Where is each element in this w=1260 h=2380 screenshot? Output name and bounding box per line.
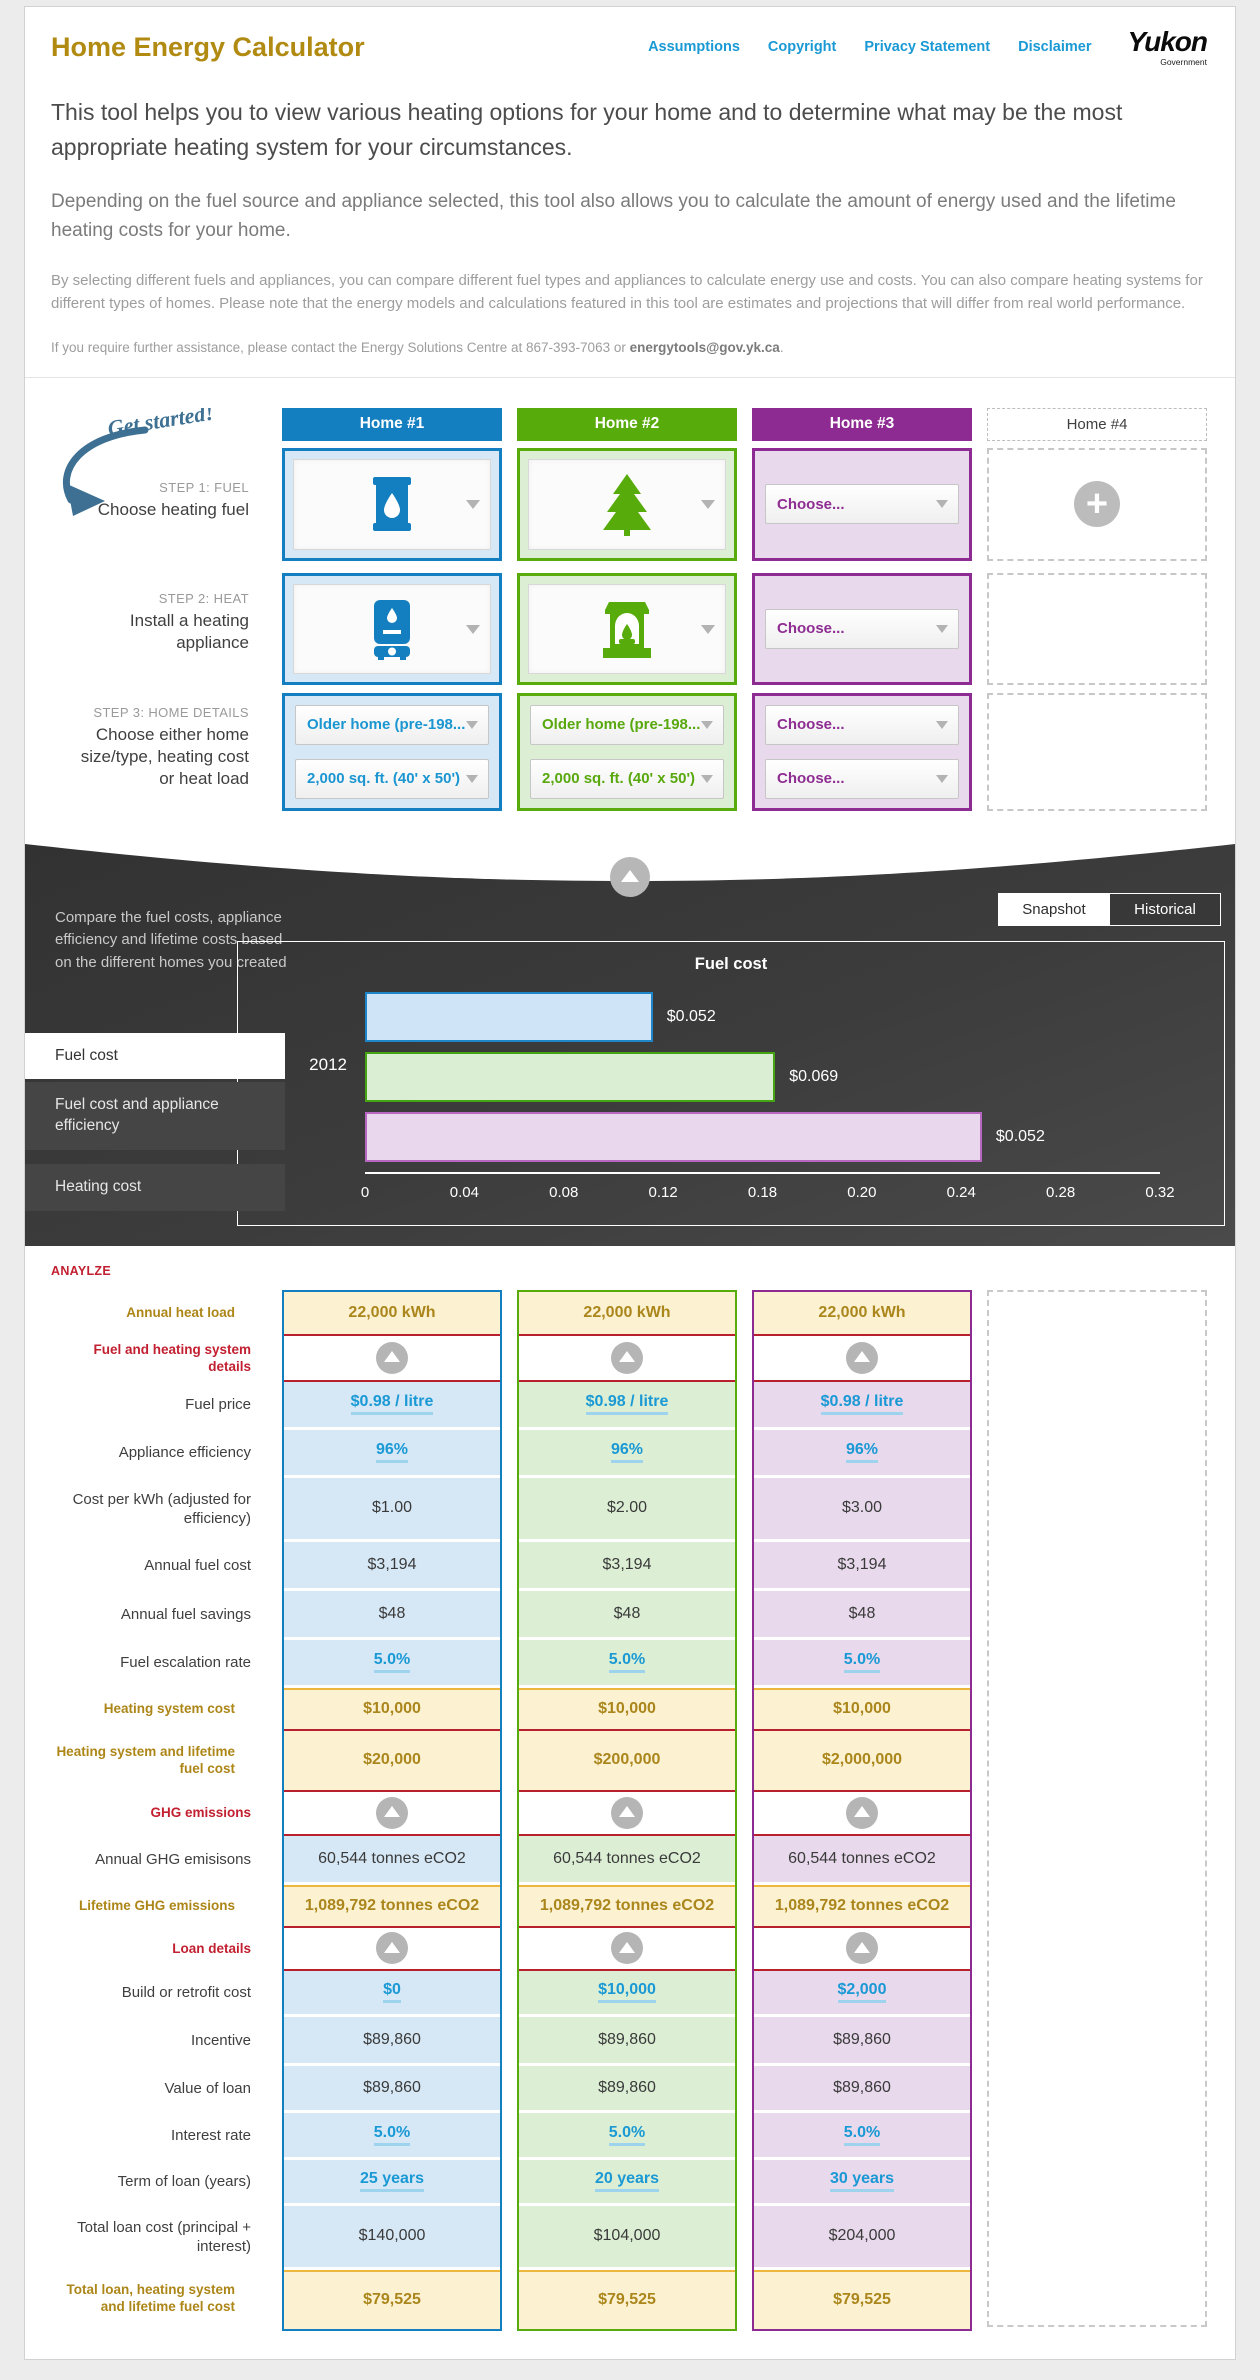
analyze-table [51,1290,1211,2331]
cell-fuel-escalation-rate-home-2 [519,1640,735,1688]
cell-loan-details-home-1 [284,1928,500,1971]
link-fuel-price-home-1[interactable]: $0.98 / litre [351,1393,434,1415]
row-label-loan-details: Loan details [172,1940,251,1956]
arrow-up-icon [384,1942,400,1953]
cell-value-of-loan-home-1: $89,860 [284,2066,500,2113]
cell-fuel-and-heating-system-details-home-3 [754,1336,970,1382]
collapse-fuel-and-heating-system-details-button[interactable] [846,1342,878,1374]
compare-section [25,841,1235,1246]
home-2-appliance-dropdown[interactable] [517,573,737,685]
chevron-down-icon [466,500,480,509]
collapse-loan-details-button[interactable] [611,1932,643,1964]
collapse-section-button[interactable] [610,857,650,897]
cell-lifetime-ghg-emissions-home-3: 1,089,792 tonnes eCO2 [754,1885,970,1928]
bar-home-1 [365,992,653,1042]
home-4-details-placeholder [987,693,1207,811]
bar-row-home-2 [365,1052,1160,1102]
compare-tabs [25,1033,285,1215]
bar-home-2 [365,1052,775,1102]
collapse-loan-details-button[interactable] [376,1932,408,1964]
axis-tick: 0.08 [549,1183,579,1201]
page-title: Home Energy Calculator [51,31,365,62]
cell-value-of-loan-home-3: $89,860 [754,2066,970,2113]
cell-heating-system-and-lifetime-fuel-cost-home-2: $200,000 [519,1731,735,1792]
yukon-logo [1127,25,1207,67]
nav-link-copyright[interactable]: Copyright [767,39,837,55]
row-label-build-or-retrofit-cost: Build or retrofit cost [121,1984,251,2002]
arrow-up-icon [619,1942,635,1953]
axis-tick: 0.28 [1046,1183,1076,1201]
toggle-historical[interactable]: Historical [1109,894,1220,925]
cell-total-loan-heating-system-and-lifetime-fuel-cost-home-2: $79,525 [519,2270,735,2329]
home-2-size-select[interactable]: 2,000 sq. ft. (40' x 50') [530,759,724,799]
home-4-add-box [987,448,1207,561]
cell-annual-fuel-cost-home-2: $3,194 [519,1542,735,1591]
cell-annual-fuel-cost-home-1: $3,194 [284,1542,500,1591]
row-label-fuel-price: Fuel price [185,1396,251,1414]
cell-incentive-home-2: $89,860 [519,2017,735,2066]
cell-fuel-escalation-rate-home-1 [284,1640,500,1688]
nav-link-privacy-statement[interactable]: Privacy Statement [864,39,991,55]
top-nav [648,39,1091,55]
link-interest-rate-home-1[interactable]: 5.0% [374,2124,410,2146]
cell-annual-fuel-savings-home-2: $48 [519,1591,735,1640]
arrow-up-icon [619,1806,635,1817]
home-2-header: Home #2 [517,408,737,441]
link-fuel-price-home-2[interactable]: $0.98 / litre [586,1393,669,1415]
home-1-details-box [282,693,502,811]
cell-appliance-efficiency-home-1 [284,1430,500,1478]
cell-loan-details-home-2 [519,1928,735,1971]
cell-heating-system-and-lifetime-fuel-cost-home-3: $2,000,000 [754,1731,970,1792]
home-2-fuel-dropdown[interactable] [517,448,737,561]
bar-row-home-3 [365,1112,1160,1162]
page [0,6,1260,2360]
cell-fuel-and-heating-system-details-home-1 [284,1336,500,1382]
chart-x-axis [365,1172,1160,1174]
home-2-hometype-select[interactable]: Older home (pre-198... [530,705,724,745]
cell-incentive-home-3: $89,860 [754,2017,970,2066]
collapse-ghg-emissions-button[interactable] [376,1797,408,1829]
home-1-fuel-dropdown[interactable] [282,448,502,561]
analyze-row-labels [51,1290,267,2329]
chevron-down-icon [701,500,715,509]
yukon-logo-wordmark: Yukon [1127,25,1207,57]
yukon-logo-subtitle: Government [1160,56,1207,67]
axis-tick: 0.32 [1145,1183,1175,1201]
intro-contact: If you require further assistance, please contact the Energy Solutions Centre at 867-393-7063 or energytools@gov.yk.ca. [51,339,784,355]
row-label-lifetime-ghg-emissions: Lifetime GHG emissions [78,1897,235,1913]
collapse-ghg-emissions-button[interactable] [846,1797,878,1829]
cell-annual-fuel-cost-home-3: $3,194 [754,1542,970,1591]
row-label-total-loan-heating-system-and-lifetime-fuel-cost: Total loan, heating system and lifetime fuel cost [66,2282,235,2314]
home-builder-section [25,377,1235,841]
collapse-loan-details-button[interactable] [846,1932,878,1964]
row-label-appliance-efficiency: Appliance efficiency [118,1444,251,1462]
chevron-down-icon [466,625,480,634]
cell-annual-heat-load-home-3: 22,000 kWh [754,1292,970,1336]
link-fuel-escalation-rate-home-1[interactable]: 5.0% [374,1651,410,1673]
cell-lifetime-ghg-emissions-home-1: 1,089,792 tonnes eCO2 [284,1885,500,1928]
cell-interest-rate-home-3 [754,2113,970,2160]
cell-value-of-loan-home-2: $89,860 [519,2066,735,2113]
cell-term-of-loan-years-home-1 [284,2160,500,2206]
row-label-annual-fuel-savings: Annual fuel savings [120,1605,251,1623]
cell-heating-system-cost-home-2: $10,000 [519,1688,735,1731]
row-label-annual-fuel-cost: Annual fuel cost [144,1556,251,1574]
cell-fuel-escalation-rate-home-3 [754,1640,970,1688]
home-3-header: Home #3 [752,408,972,441]
row-label-incentive: Incentive [190,2031,251,2049]
cell-ghg-emissions-home-3 [754,1792,970,1836]
link-fuel-escalation-rate-home-3[interactable]: 5.0% [844,1651,880,1673]
chevron-down-icon [936,625,948,633]
chevron-down-icon [701,625,715,634]
chart-year-label: 2012 [309,1054,347,1074]
cell-ghg-emissions-home-1 [284,1792,500,1836]
nav-link-disclaimer[interactable]: Disclaimer [1018,39,1092,55]
cell-cost-per-kwh-adjusted-for-efficiency-home-2: $2.00 [519,1478,735,1542]
cell-ghg-emissions-home-2 [519,1792,735,1836]
link-term-of-loan-years-home-3[interactable]: 30 years [830,2170,894,2192]
cell-total-loan-cost-principal-interest-home-2: $104,000 [519,2206,735,2270]
compare-blurb: Compare the fuel costs, appliance efficiency and lifetime costs based on the different homes you created [55,908,287,971]
arrow-up-icon [854,1942,870,1953]
link-appliance-efficiency-home-2[interactable]: 96% [611,1441,643,1463]
cell-cost-per-kwh-adjusted-for-efficiency-home-3: $3.00 [754,1478,970,1542]
view-toggle [998,893,1221,926]
cell-fuel-price-home-1 [284,1382,500,1430]
tab-heating-cost[interactable]: Heating cost [25,1164,285,1211]
bar-value-label: $0.069 [789,1067,839,1085]
link-appliance-efficiency-home-3[interactable]: 96% [846,1441,878,1463]
home-3-fuel-box [752,448,972,561]
cell-annual-ghg-emisisons-home-1: 60,544 tonnes eCO2 [284,1836,500,1885]
step-2-label: STEP 2: HEAT Install a heating appliance [129,590,249,652]
analyze-heading: ANAYLZE [51,1263,111,1278]
cell-heating-system-cost-home-3: $10,000 [754,1688,970,1731]
axis-tick: 0.12 [648,1183,678,1201]
home-1-size-select[interactable]: 2,000 sq. ft. (40' x 50') [295,759,489,799]
row-label-term-of-loan-years: Term of loan (years) [117,2173,251,2191]
cell-total-loan-heating-system-and-lifetime-fuel-cost-home-1: $79,525 [284,2270,500,2329]
chevron-down-icon [936,721,948,729]
chart-x-ticks [360,1183,1175,1204]
tab-fuel-cost[interactable]: Fuel cost [25,1033,285,1080]
row-label-ghg-emissions: GHG emissions [150,1805,251,1821]
row-label-fuel-and-heating-system-details: Fuel and heating system details [93,1341,251,1374]
arrow-up-icon [384,1351,400,1362]
home-4-appliance-placeholder [987,573,1207,685]
link-interest-rate-home-2[interactable]: 5.0% [609,2124,645,2146]
cell-interest-rate-home-1 [284,2113,500,2160]
home-3-appliance-select[interactable]: Choose... [765,609,959,649]
add-home-button[interactable]: + [1074,481,1120,527]
chevron-down-icon [936,775,948,783]
furnace-icon [366,598,418,660]
cell-build-or-retrofit-cost-home-1 [284,1971,500,2017]
cell-annual-heat-load-home-1: 22,000 kWh [284,1292,500,1336]
collapse-fuel-and-heating-system-details-button[interactable] [376,1342,408,1374]
cell-lifetime-ghg-emissions-home-2: 1,089,792 tonnes eCO2 [519,1885,735,1928]
intro-lead: This tool helps you to view various heating options for your home and to determine what may be the most appropriate heating system for your circumstances. [51,99,1123,160]
home-3-column [752,408,972,811]
cell-heating-system-and-lifetime-fuel-cost-home-1: $20,000 [284,1731,500,1792]
cell-cost-per-kwh-adjusted-for-efficiency-home-1: $1.00 [284,1478,500,1542]
svg-text:Get started!: Get started! [105,407,216,441]
step-3-label: STEP 3: HOME DETAILS Choose either home size/type, heating cost or heat load [80,704,249,789]
get-started-arrow-icon [47,408,282,538]
link-fuel-price-home-3[interactable]: $0.98 / litre [821,1393,904,1415]
home-3-appliance-box [752,573,972,685]
chevron-down-icon [466,775,478,783]
row-label-value-of-loan: Value of loan [164,2079,251,2097]
link-fuel-escalation-rate-home-2[interactable]: 5.0% [609,1651,645,1673]
row-label-heating-system-and-lifetime-fuel-cost: Heating system and lifetime fuel cost [56,1744,235,1776]
link-appliance-efficiency-home-1[interactable]: 96% [376,1441,408,1463]
bar-row-home-1 [365,992,1160,1042]
cell-fuel-and-heating-system-details-home-2 [519,1336,735,1382]
axis-tick: 0.04 [449,1183,479,1201]
collapse-fuel-and-heating-system-details-button[interactable] [611,1342,643,1374]
wood-stove-icon [595,598,659,660]
home-4-column [987,408,1207,811]
home-1-header: Home #1 [282,408,502,441]
cell-build-or-retrofit-cost-home-2 [519,1971,735,2017]
cell-build-or-retrofit-cost-home-3 [754,1971,970,2017]
analyze-home-4-placeholder [987,1290,1207,2327]
cell-annual-fuel-savings-home-3: $48 [754,1591,970,1640]
row-label-interest-rate: Interest rate [170,2126,251,2144]
arrow-up-icon [619,1351,635,1362]
arrow-up-icon [384,1806,400,1817]
cell-interest-rate-home-2 [519,2113,735,2160]
analyze-home-3-column [752,1290,972,2331]
cell-total-loan-cost-principal-interest-home-1: $140,000 [284,2206,500,2270]
top-bar [25,7,1235,79]
get-started-annotation [47,408,282,538]
link-term-of-loan-years-home-1[interactable]: 25 years [360,2170,424,2192]
link-build-or-retrofit-cost-home-3[interactable]: $2,000 [838,1981,887,2003]
cell-total-loan-cost-principal-interest-home-3: $204,000 [754,2206,970,2270]
chart-title: Fuel cost [694,954,768,973]
cell-appliance-efficiency-home-2 [519,1430,735,1478]
row-label-annual-ghg-emisisons: Annual GHG emisisons [95,1850,251,1868]
home-3-hometype-select[interactable]: Choose... [765,705,959,745]
collapse-ghg-emissions-button[interactable] [611,1797,643,1829]
tab-fuel-cost-and-appliance-efficiency[interactable]: Fuel cost and appliance efficiency [25,1082,285,1150]
row-label-total-loan-cost-principal-interest: Total loan cost (principal + interest) [77,2218,251,2255]
link-build-or-retrofit-cost-home-2[interactable]: $10,000 [598,1981,656,2003]
home-1-hometype-select[interactable]: Older home (pre-198... [295,705,489,745]
toggle-snapshot[interactable]: Snapshot [999,894,1109,925]
axis-tick: 0 [360,1183,370,1201]
app-card [24,6,1236,2360]
home-3-fuel-select[interactable]: Choose... [765,484,959,524]
cell-annual-ghg-emisisons-home-2: 60,544 tonnes eCO2 [519,1836,735,1885]
cell-loan-details-home-3 [754,1928,970,1971]
cell-fuel-price-home-2 [519,1382,735,1430]
analyze-section [25,1246,1235,2359]
link-build-or-retrofit-cost-home-1[interactable]: $0 [383,1981,401,2003]
home-1-appliance-dropdown[interactable] [282,573,502,685]
row-label-heating-system-cost: Heating system cost [103,1700,235,1716]
home-2-column [517,408,737,811]
cell-annual-ghg-emisisons-home-3: 60,544 tonnes eCO2 [754,1836,970,1885]
home-4-header: Home #4 [987,408,1207,441]
axis-tick: 0.20 [847,1183,877,1201]
cell-heating-system-cost-home-1: $10,000 [284,1688,500,1731]
analyze-home-2-column [517,1290,737,2331]
cell-term-of-loan-years-home-3 [754,2160,970,2206]
fuel-cost-chart [237,941,1225,1226]
nav-link-assumptions[interactable]: Assumptions [648,39,740,55]
row-label-fuel-escalation-rate: Fuel escalation rate [120,1654,251,1672]
arrow-up-icon [621,870,639,882]
row-label-annual-heat-load: Annual heat load [126,1305,235,1321]
chevron-down-icon [701,775,713,783]
bar-value-label: $0.052 [995,1127,1045,1145]
home-3-size-select[interactable]: Choose... [765,759,959,799]
cell-term-of-loan-years-home-2 [519,2160,735,2206]
axis-tick: 0.24 [946,1183,976,1201]
home-1-column [282,408,502,811]
contact-email: energytools@gov.yk.ca [629,339,780,355]
analyze-home-1-column [282,1290,502,2331]
cell-incentive-home-1: $89,860 [284,2017,500,2066]
row-label-cost-per-kwh-adjusted-for-efficiency: Cost per kWh (adjusted for efficiency) [72,1490,251,1527]
chart-plot [309,992,1175,1201]
bar-home-3 [365,1112,982,1162]
chevron-down-icon [466,721,478,729]
step-1-label: STEP 1: FUEL Choose heating fuel [97,479,249,519]
link-interest-rate-home-3[interactable]: 5.0% [844,2124,880,2146]
home-2-details-box [517,693,737,811]
cell-fuel-price-home-3 [754,1382,970,1430]
chevron-down-icon [701,721,713,729]
intro-detail: By selecting different fuels and appliances, you can compare different fuel types and appliances to calculate energy use and costs. You can also compare heating systems for different types of homes. Please note that the energy models and calculations featured in this tool are estimates and projections that will differ from real world performance. [51,272,1203,313]
cell-total-loan-heating-system-and-lifetime-fuel-cost-home-3: $79,525 [754,2270,970,2329]
intro-sub: Depending on the fuel source and appliance selected, this tool also allows you to calculate the amount of energy used and the lifetime heating costs for your home. [51,191,1176,241]
cell-appliance-efficiency-home-3 [754,1430,970,1478]
bar-value-label: $0.052 [666,1007,716,1025]
home-3-details-box [752,693,972,811]
tree-icon [597,472,657,536]
intro-section [25,79,1235,377]
cell-annual-heat-load-home-2: 22,000 kWh [519,1292,735,1336]
oil-barrel-icon [364,473,420,535]
link-term-of-loan-years-home-2[interactable]: 20 years [595,2170,659,2192]
chevron-down-icon [936,500,948,508]
cell-annual-fuel-savings-home-1: $48 [284,1591,500,1640]
arrow-up-icon [854,1351,870,1362]
arrow-up-icon [854,1806,870,1817]
axis-tick: 0.18 [747,1183,778,1201]
